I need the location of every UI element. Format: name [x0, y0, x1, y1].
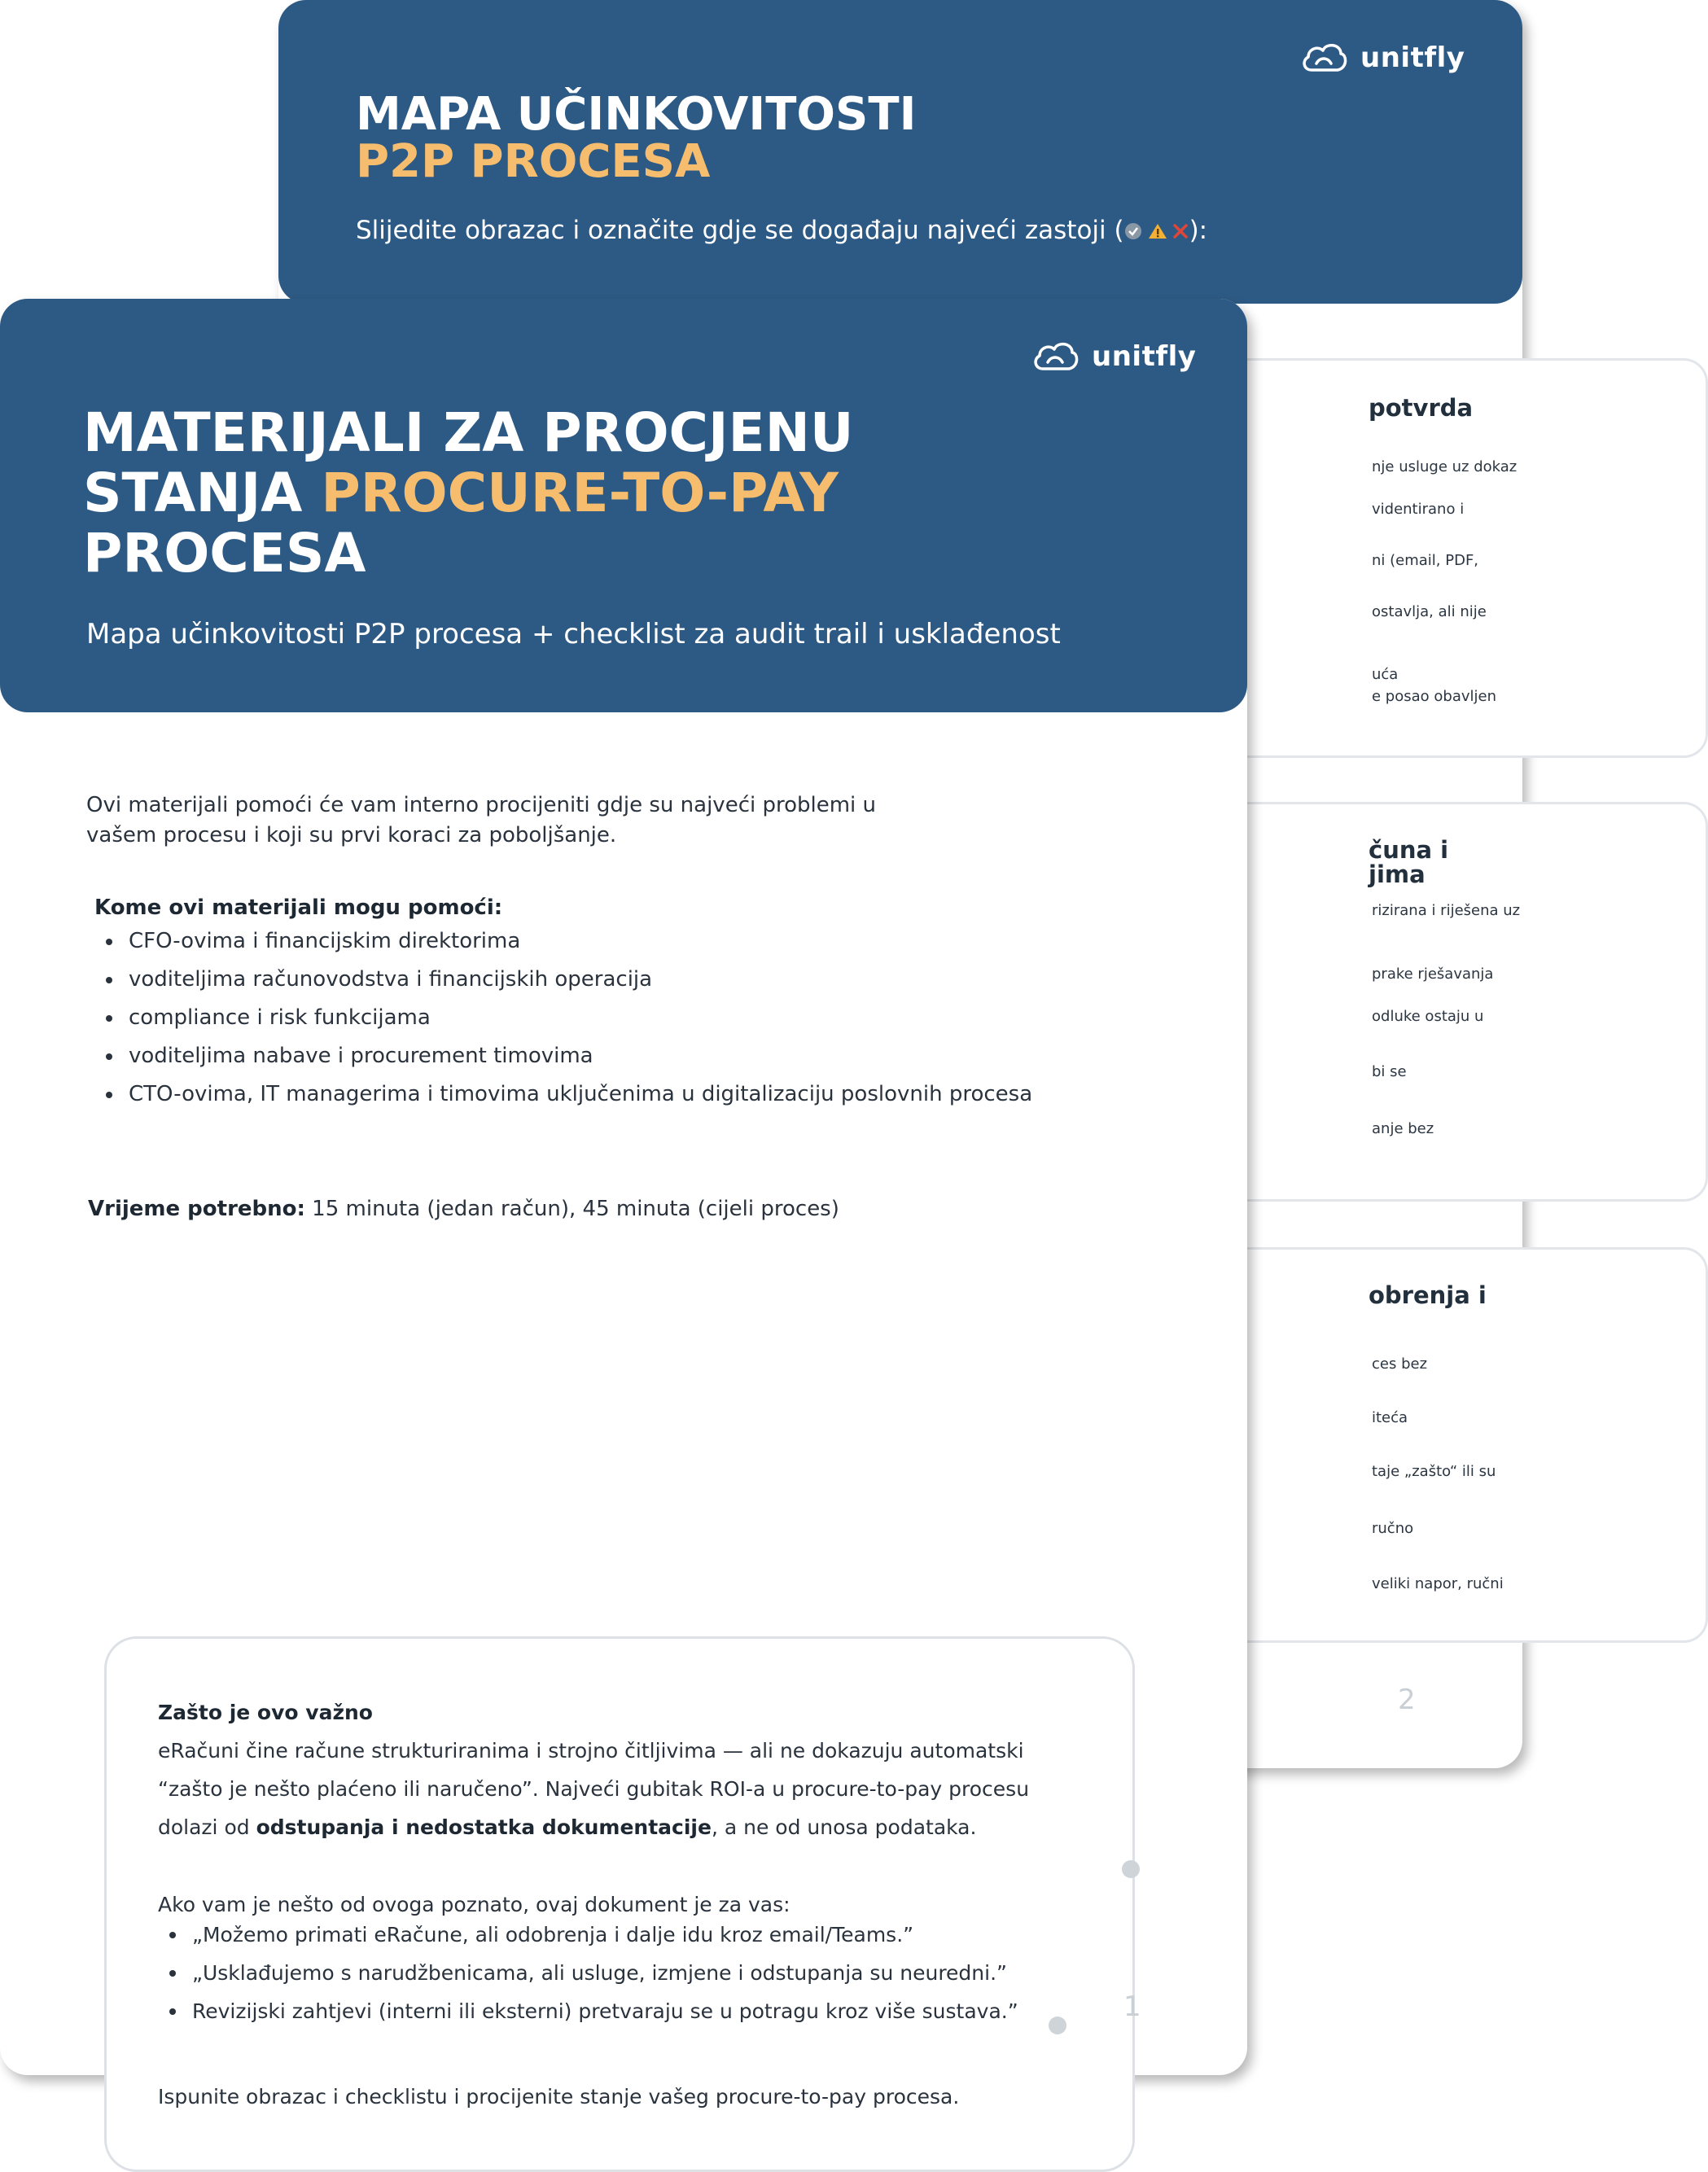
- card-line: videntirano i: [1372, 501, 1465, 518]
- card-line: uća: [1372, 666, 1399, 683]
- title-line-1: MAPA UČINKOVITOSTI: [356, 88, 917, 141]
- card-line: rizirana i riješena uz: [1372, 902, 1521, 919]
- list-item: „Možemo primati eRačune, ali odobrenja i dalje idu kroz email/Teams.”: [158, 1916, 1018, 1954]
- card-line: ni (email, PDF,: [1372, 552, 1479, 569]
- intro-paragraph: [86, 790, 876, 851]
- intro-line: vašem procesu i koji su prvi koraci za poboljšanje.: [86, 823, 617, 847]
- title-line-1: MATERIJALI ZA PROCJENU: [83, 401, 854, 464]
- cloud-icon: [1031, 338, 1080, 375]
- card-line: nje usluge uz dokaz: [1372, 458, 1517, 475]
- back-page-title: [356, 88, 917, 188]
- logo-text: unitfly: [1092, 340, 1197, 373]
- card-line: odluke ostaju u: [1372, 1008, 1484, 1025]
- title-line-2-accent: PROCURE-TO-PAY: [321, 462, 839, 524]
- familiar-intro: Ako vam je nešto od ovoga poznato, ovaj dokument je za vas:: [158, 1893, 790, 1916]
- card-title: obrenja i: [1369, 1281, 1487, 1309]
- back-page-header: [278, 0, 1522, 304]
- card-line: veliki napor, ručni: [1372, 1575, 1504, 1592]
- card-line: bi se: [1372, 1063, 1407, 1080]
- why-important-box: [104, 1636, 1135, 2172]
- time-required: [88, 1194, 839, 1224]
- decorative-dot: [1049, 2017, 1066, 2034]
- warning-icon: [1147, 222, 1168, 240]
- card-title: potvrda: [1369, 394, 1474, 422]
- front-page-header: [0, 299, 1247, 712]
- list-item: compliance i risk funkcijama: [94, 999, 1032, 1037]
- front-page-title: [83, 403, 853, 584]
- list-item: CTO-ovima, IT managerima i timovima uključenima u digitalizaciju poslovnih procesa: [94, 1075, 1032, 1114]
- why-line-bold: odstupanja i nedostatka dokumentacije: [256, 1815, 712, 1839]
- why-line-end: , a ne od unosa podataka.: [711, 1815, 977, 1839]
- list-item: „Usklađujemo s narudžbenicama, ali usluge, izmjene i odstupanja su neuredni.”: [158, 1954, 1018, 1992]
- assessment-card-3: [1215, 1247, 1708, 1643]
- card-line: iteća: [1372, 1409, 1408, 1426]
- instruction-text: Slijedite obrazac i označite gdje se događaju najveći zastoji (: [356, 216, 1124, 245]
- card-title: jima: [1369, 860, 1426, 888]
- list-item: voditeljima računovodstva i financijskih operacija: [94, 961, 1032, 999]
- audience-heading: Kome ovi materijali mogu pomoći:: [94, 896, 503, 920]
- time-value: 15 minuta (jedan račun), 45 minuta (cijeli proces): [304, 1197, 839, 1221]
- why-line: “zašto je nešto plaćeno ili naručeno”. Najveći gubitak ROI-a u procure-to-pay procesu: [158, 1777, 1030, 1801]
- instruction-end: ):: [1189, 216, 1208, 245]
- list-item: CFO-ovima i financijskim direktorima: [94, 922, 1032, 961]
- title-line-2: P2P PROCESA: [356, 135, 711, 188]
- page-number: 1: [1123, 1990, 1141, 2023]
- card-line: prake rješavanja: [1372, 966, 1494, 983]
- card-line: anje bez: [1372, 1120, 1434, 1137]
- assessment-card-1: [1215, 358, 1708, 758]
- card-line: ručno: [1372, 1520, 1414, 1537]
- card-line: ostavlja, ali nije: [1372, 603, 1487, 620]
- audience-list: [94, 922, 1032, 1114]
- title-line-2-plain: STANJA: [83, 462, 322, 524]
- title-line-3: PROCESA: [83, 522, 366, 585]
- card-line: e posao obavljen: [1372, 688, 1496, 705]
- back-page-instruction: [356, 216, 1207, 245]
- intro-line: Ovi materijali pomoći će vam interno procijeniti gdje su najveći problemi u: [86, 793, 877, 817]
- unitfly-logo: [1031, 338, 1196, 375]
- time-label: Vrijeme potrebno:: [88, 1197, 305, 1221]
- assessment-card-2: [1215, 802, 1708, 1202]
- why-paragraph: [158, 1732, 1029, 1846]
- page-number: 2: [1398, 1684, 1416, 1716]
- quote-list: [158, 1916, 1018, 2030]
- card-line: ces bez: [1372, 1355, 1428, 1373]
- cloud-icon: [1300, 39, 1349, 77]
- why-heading: Zašto je ovo važno: [158, 1701, 373, 1724]
- check-circle-icon: [1124, 222, 1142, 240]
- x-icon: [1172, 222, 1189, 240]
- front-page-subtitle: Mapa učinkovitosti P2P procesa + checklist za audit trail i usklađenost: [86, 618, 1061, 650]
- list-item: Revizijski zahtjevi (interni ili eksterni) pretvaraju se u potragu kroz više sustava.”: [158, 1992, 1018, 2030]
- card-title: čuna i: [1369, 836, 1449, 864]
- why-line-start: dolazi od: [158, 1815, 256, 1839]
- why-line: eRačuni čine račune strukturiranima i strojno čitljivima — ali ne dokazuju automatski: [158, 1739, 1024, 1763]
- closing-text: Ispunite obrazac i checklistu i procijenite stanje vašeg procure-to-pay procesa.: [158, 2085, 960, 2109]
- card-line: taje „zašto“ ili su: [1372, 1463, 1496, 1480]
- decorative-dot: [1122, 1860, 1140, 1878]
- front-page: [0, 299, 1247, 2109]
- logo-text: unitfly: [1360, 42, 1465, 74]
- unitfly-logo: [1300, 39, 1465, 77]
- list-item: voditeljima nabave i procurement timovima: [94, 1037, 1032, 1075]
